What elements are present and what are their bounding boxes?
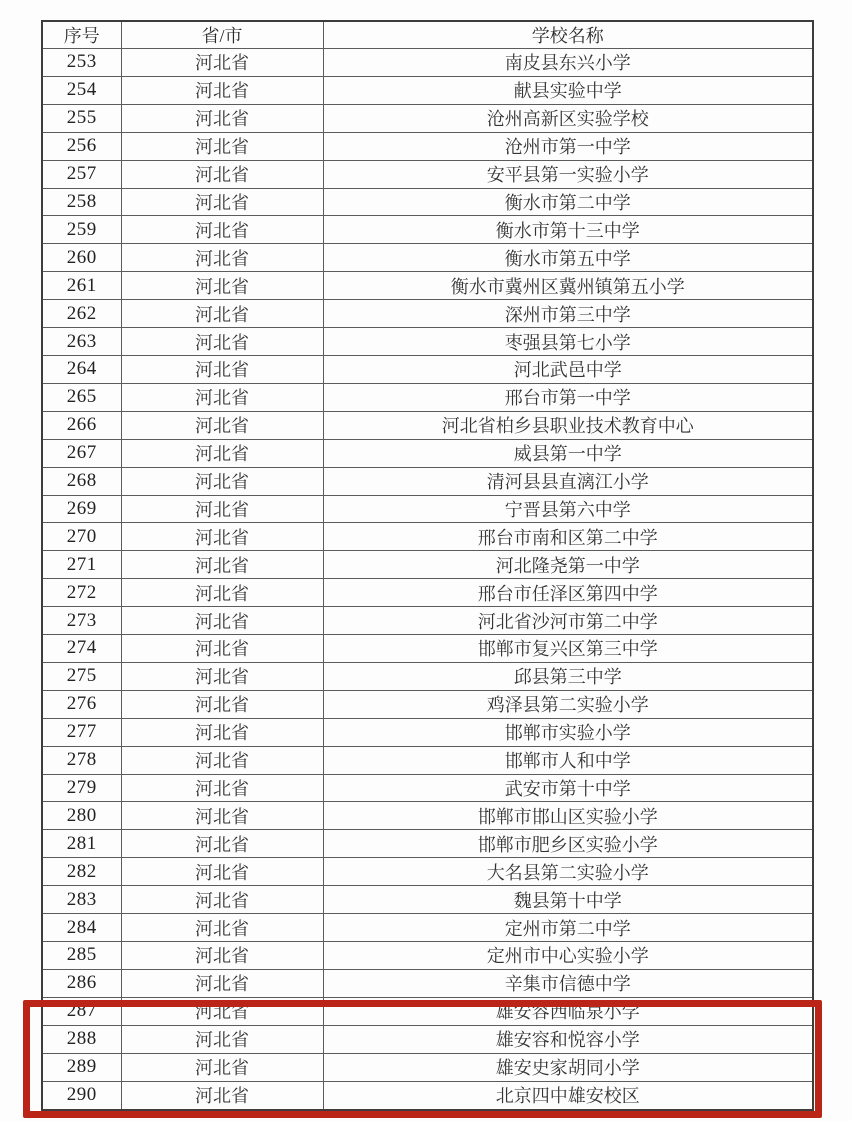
- cell-serial: 287: [42, 997, 121, 1025]
- cell-school-name: 安平县第一实验小学: [323, 160, 813, 188]
- cell-province: 河北省: [121, 132, 323, 160]
- cell-school-name: 雄安史家胡同小学: [323, 1053, 813, 1081]
- table-row: [42, 942, 813, 970]
- cell-serial: 286: [42, 969, 121, 997]
- table-row: [42, 244, 813, 272]
- cell-province: 河北省: [121, 997, 323, 1025]
- cell-school-name: 武安市第十中学: [323, 774, 813, 802]
- table-row: [42, 858, 813, 886]
- cell-province: 河北省: [121, 49, 323, 77]
- cell-province: 河北省: [121, 188, 323, 216]
- cell-school-name: 宁晋县第六中学: [323, 495, 813, 523]
- table-row: [42, 607, 813, 635]
- cell-school-name: 河北省沙河市第二中学: [323, 607, 813, 635]
- cell-school-name: 辛集市信德中学: [323, 969, 813, 997]
- cell-serial: 281: [42, 830, 121, 858]
- table-row: [42, 160, 813, 188]
- cell-serial: 257: [42, 160, 121, 188]
- table-row: [42, 188, 813, 216]
- cell-province: 河北省: [121, 272, 323, 300]
- table-row: [42, 383, 813, 411]
- cell-serial: 254: [42, 76, 121, 104]
- cell-school-name: 雄安容西临泉小学: [323, 997, 813, 1025]
- table-row: [42, 830, 813, 858]
- cell-serial: 261: [42, 272, 121, 300]
- cell-province: 河北省: [121, 858, 323, 886]
- cell-serial: 278: [42, 746, 121, 774]
- cell-serial: 255: [42, 104, 121, 132]
- table-row: [42, 411, 813, 439]
- cell-province: 河北省: [121, 495, 323, 523]
- table-row: [42, 662, 813, 690]
- cell-province: 河北省: [121, 439, 323, 467]
- table-row: [42, 774, 813, 802]
- cell-serial: 266: [42, 411, 121, 439]
- cell-province: 河北省: [121, 830, 323, 858]
- cell-school-name: 威县第一中学: [323, 439, 813, 467]
- cell-province: 河北省: [121, 551, 323, 579]
- cell-school-name: 沧州高新区实验学校: [323, 104, 813, 132]
- cell-province: 河北省: [121, 467, 323, 495]
- cell-school-name: 邯郸市人和中学: [323, 746, 813, 774]
- cell-province: 河北省: [121, 328, 323, 356]
- cell-province: 河北省: [121, 411, 323, 439]
- cell-province: 河北省: [121, 969, 323, 997]
- cell-school-name: 清河县县直漓江小学: [323, 467, 813, 495]
- table-row: [42, 132, 813, 160]
- cell-school-name: 衡水市第二中学: [323, 188, 813, 216]
- cell-province: 河北省: [121, 942, 323, 970]
- cell-school-name: 大名县第二实验小学: [323, 858, 813, 886]
- table-row: [42, 746, 813, 774]
- cell-serial: 265: [42, 383, 121, 411]
- cell-province: 河北省: [121, 802, 323, 830]
- cell-serial: 258: [42, 188, 121, 216]
- table-row: [42, 49, 813, 77]
- cell-province: 河北省: [121, 523, 323, 551]
- cell-serial: 260: [42, 244, 121, 272]
- table-row: [42, 216, 813, 244]
- table-row: [42, 104, 813, 132]
- cell-serial: 264: [42, 355, 121, 383]
- cell-province: 河北省: [121, 1025, 323, 1053]
- cell-school-name: 衡水市第十三中学: [323, 216, 813, 244]
- school-list-table: [41, 20, 814, 1111]
- table-body: [42, 49, 813, 1111]
- cell-school-name: 枣强县第七小学: [323, 328, 813, 356]
- cell-school-name: 邢台市第一中学: [323, 383, 813, 411]
- table-row: [42, 328, 813, 356]
- table-row: [42, 439, 813, 467]
- cell-serial: 268: [42, 467, 121, 495]
- cell-serial: 273: [42, 607, 121, 635]
- cell-serial: 269: [42, 495, 121, 523]
- table-row: [42, 969, 813, 997]
- cell-school-name: 北京四中雄安校区: [323, 1081, 813, 1110]
- cell-school-name: 鸡泽县第二实验小学: [323, 690, 813, 718]
- cell-serial: 271: [42, 551, 121, 579]
- cell-province: 河北省: [121, 244, 323, 272]
- cell-serial: 290: [42, 1081, 121, 1110]
- header-school-name: 学校名称: [323, 21, 813, 49]
- cell-school-name: 魏县第十中学: [323, 886, 813, 914]
- cell-school-name: 河北省柏乡县职业技术教育中心: [323, 411, 813, 439]
- cell-serial: 272: [42, 579, 121, 607]
- table-row: [42, 355, 813, 383]
- cell-school-name: 邯郸市复兴区第三中学: [323, 635, 813, 663]
- table-row: [42, 551, 813, 579]
- cell-serial: 283: [42, 886, 121, 914]
- table-row: [42, 523, 813, 551]
- cell-school-name: 邢台市任泽区第四中学: [323, 579, 813, 607]
- table-row: [42, 690, 813, 718]
- cell-serial: 282: [42, 858, 121, 886]
- cell-serial: 256: [42, 132, 121, 160]
- cell-province: 河北省: [121, 774, 323, 802]
- cell-serial: 276: [42, 690, 121, 718]
- cell-province: 河北省: [121, 383, 323, 411]
- cell-province: 河北省: [121, 1081, 323, 1110]
- cell-school-name: 河北武邑中学: [323, 355, 813, 383]
- cell-serial: 284: [42, 914, 121, 942]
- cell-province: 河北省: [121, 886, 323, 914]
- header-serial: 序号: [42, 21, 121, 49]
- cell-province: 河北省: [121, 160, 323, 188]
- header-province: 省/市: [121, 21, 323, 49]
- cell-school-name: 邢台市南和区第二中学: [323, 523, 813, 551]
- table-row: [42, 1025, 813, 1053]
- cell-province: 河北省: [121, 662, 323, 690]
- cell-province: 河北省: [121, 690, 323, 718]
- cell-serial: 270: [42, 523, 121, 551]
- table-row: [42, 802, 813, 830]
- cell-serial: 277: [42, 718, 121, 746]
- cell-serial: 275: [42, 662, 121, 690]
- cell-school-name: 邯郸市实验小学: [323, 718, 813, 746]
- table-row: [42, 495, 813, 523]
- cell-serial: 267: [42, 439, 121, 467]
- table-row: [42, 718, 813, 746]
- table-header-row: [42, 21, 813, 49]
- cell-province: 河北省: [121, 104, 323, 132]
- table-row: [42, 635, 813, 663]
- table-row: [42, 1081, 813, 1110]
- cell-school-name: 邱县第三中学: [323, 662, 813, 690]
- cell-school-name: 深州市第三中学: [323, 300, 813, 328]
- cell-serial: 288: [42, 1025, 121, 1053]
- cell-serial: 274: [42, 635, 121, 663]
- cell-school-name: 南皮县东兴小学: [323, 49, 813, 77]
- cell-province: 河北省: [121, 607, 323, 635]
- cell-school-name: 河北隆尧第一中学: [323, 551, 813, 579]
- cell-serial: 289: [42, 1053, 121, 1081]
- cell-province: 河北省: [121, 300, 323, 328]
- table-row: [42, 467, 813, 495]
- cell-serial: 280: [42, 802, 121, 830]
- cell-school-name: 邯郸市肥乡区实验小学: [323, 830, 813, 858]
- cell-province: 河北省: [121, 76, 323, 104]
- cell-province: 河北省: [121, 718, 323, 746]
- cell-school-name: 衡水市第五中学: [323, 244, 813, 272]
- cell-serial: 285: [42, 942, 121, 970]
- table-row: [42, 997, 813, 1025]
- table-row: [42, 914, 813, 942]
- table-row: [42, 886, 813, 914]
- cell-province: 河北省: [121, 746, 323, 774]
- cell-school-name: 雄安容和悦容小学: [323, 1025, 813, 1053]
- cell-serial: 263: [42, 328, 121, 356]
- table-row: [42, 300, 813, 328]
- cell-serial: 262: [42, 300, 121, 328]
- cell-province: 河北省: [121, 355, 323, 383]
- cell-province: 河北省: [121, 579, 323, 607]
- cell-school-name: 沧州市第一中学: [323, 132, 813, 160]
- table-row: [42, 1053, 813, 1081]
- cell-school-name: 献县实验中学: [323, 76, 813, 104]
- cell-serial: 259: [42, 216, 121, 244]
- table-row: [42, 272, 813, 300]
- cell-school-name: 衡水市冀州区冀州镇第五小学: [323, 272, 813, 300]
- cell-province: 河北省: [121, 914, 323, 942]
- table-row: [42, 579, 813, 607]
- cell-school-name: 邯郸市邯山区实验小学: [323, 802, 813, 830]
- table-row: [42, 76, 813, 104]
- cell-province: 河北省: [121, 216, 323, 244]
- cell-serial: 253: [42, 49, 121, 77]
- cell-school-name: 定州市第二中学: [323, 914, 813, 942]
- cell-serial: 279: [42, 774, 121, 802]
- cell-province: 河北省: [121, 635, 323, 663]
- cell-school-name: 定州市中心实验小学: [323, 942, 813, 970]
- cell-province: 河北省: [121, 1053, 323, 1081]
